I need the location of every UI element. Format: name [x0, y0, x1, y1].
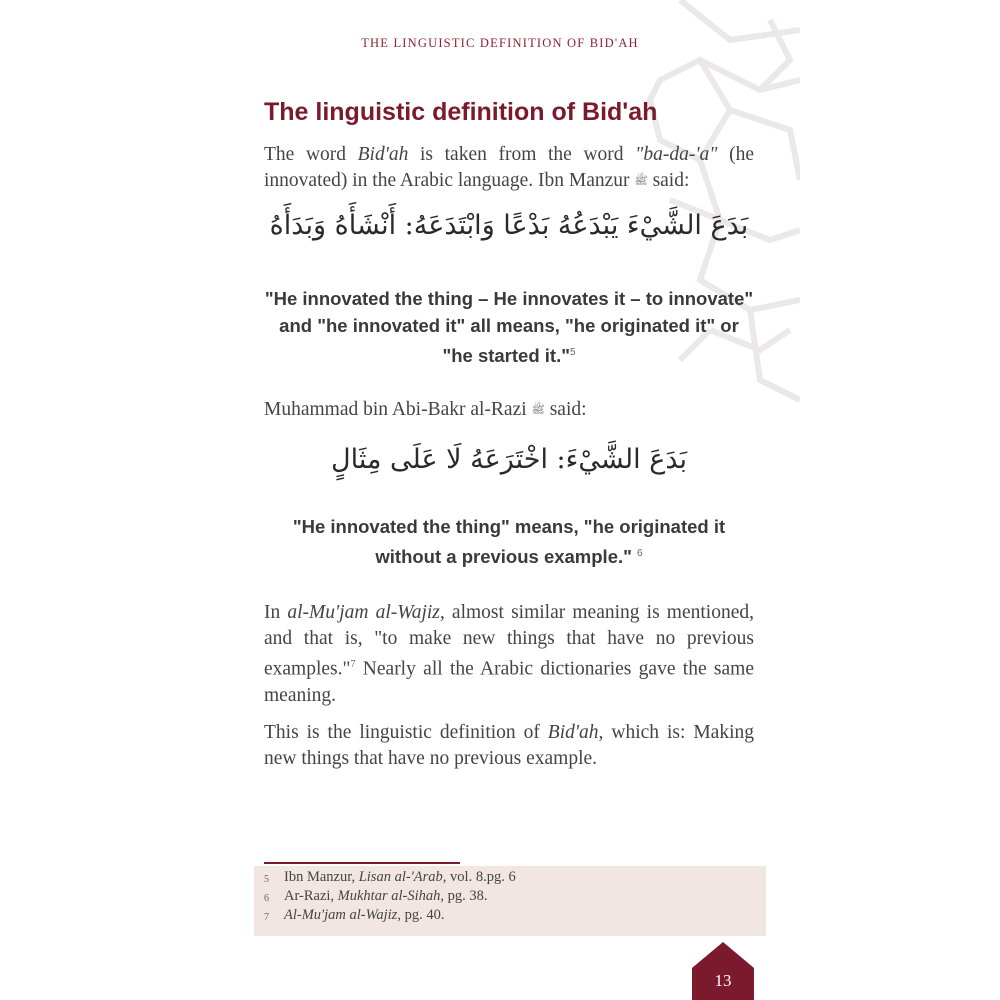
para3-text-2: almost similar meaning is mentioned, and that is, "to make new things that have no previous examples."	[264, 602, 754, 680]
quote-2-text: "He innovated the thing" means, "he originated it without a previous example."	[292, 516, 726, 568]
running-header: THE LINGUISTIC DEFINITION OF BID'AH	[361, 36, 639, 50]
footnote-ref-5: 5	[569, 347, 576, 358]
intro-text-3: (he innovated) in the Arabic language. Ibn Manzur	[264, 144, 754, 191]
footnote-book-title: Al-Mu'jam al-Wajiz	[284, 907, 398, 923]
footnote-ref-7: 7	[350, 659, 356, 670]
para3-text-3: Nearly all the Arabic dictionaries gave the same meaning.	[264, 658, 754, 706]
intro-text-4: said:	[647, 170, 690, 191]
footnotes-box	[254, 866, 766, 936]
footnote-7	[254, 906, 766, 925]
intro-text-1: The word	[264, 144, 358, 165]
footnote-book-title: Lisan al-'Arab	[358, 869, 443, 885]
footnote-6	[254, 887, 766, 906]
footnote-location: , pg. 38.	[440, 888, 488, 904]
intro-term-badaa: "ba-da-'a"	[635, 144, 718, 165]
intro-term-bidah: Bid'ah	[357, 144, 409, 165]
translation-quote-2	[264, 513, 754, 570]
para4-text-1: This is the linguistic definition of	[264, 722, 548, 743]
footnote-number: 6	[264, 893, 269, 904]
para4-term-bidah: Bid'ah	[547, 722, 599, 743]
intro-text-2: is taken from the word	[408, 144, 636, 165]
footnote-ref-6: 6	[637, 548, 643, 559]
footnote-author: Ibn Manzur,	[284, 869, 359, 885]
footnote-divider	[264, 862, 460, 864]
page-number: 13	[714, 971, 732, 990]
quote-1-text: "He innovated the thing – He innovates it – to innovate" and "he innovated it" all means, "he originated it" or "he started it."	[264, 288, 754, 367]
mujam-paragraph	[264, 600, 754, 709]
razi-text-2: said:	[544, 399, 587, 420]
honorific-symbol: ﷺ	[634, 175, 648, 187]
para3-text-1: In	[264, 602, 288, 623]
honorific-symbol: ﷺ	[531, 404, 545, 416]
footnote-author: Ar-Razi,	[284, 888, 338, 904]
footnote-location: , pg. 40.	[397, 907, 445, 923]
arabic-quote-ibn-manzur: بَدَعَ الشَّيْءَ يَبْدَعُهُ بَدْعًا وَابْتَدَعَهُ: أَنْشَأَهُ وَبَدَأَهُ	[269, 210, 749, 241]
para4-text-2: , which is: Making new things that have no previous example.	[264, 722, 754, 769]
para3-book-title: al-Mu'jam al-Wajiz,	[287, 602, 445, 623]
translation-quote-1	[264, 285, 754, 369]
book-page	[200, 0, 800, 1000]
conclusion-paragraph	[264, 720, 754, 772]
razi-text-1: Muhammad bin Abi-Bakr al-Razi	[264, 399, 532, 420]
footnote-number: 7	[264, 912, 269, 923]
intro-paragraph	[264, 142, 754, 194]
footnote-location: , vol. 8.pg. 6	[442, 869, 516, 885]
footnote-number: 5	[264, 874, 269, 885]
footnote-book-title: Mukhtar al-Sihah	[337, 888, 441, 904]
arabic-quote-razi: بَدَعَ الشَّيْءَ: اخْتَرَعَهُ لَا عَلَى مِثَالٍ	[330, 444, 688, 475]
section-title: The linguistic definition of Bid'ah	[264, 98, 658, 126]
footnote-5	[254, 868, 766, 887]
razi-intro-paragraph	[264, 397, 754, 423]
